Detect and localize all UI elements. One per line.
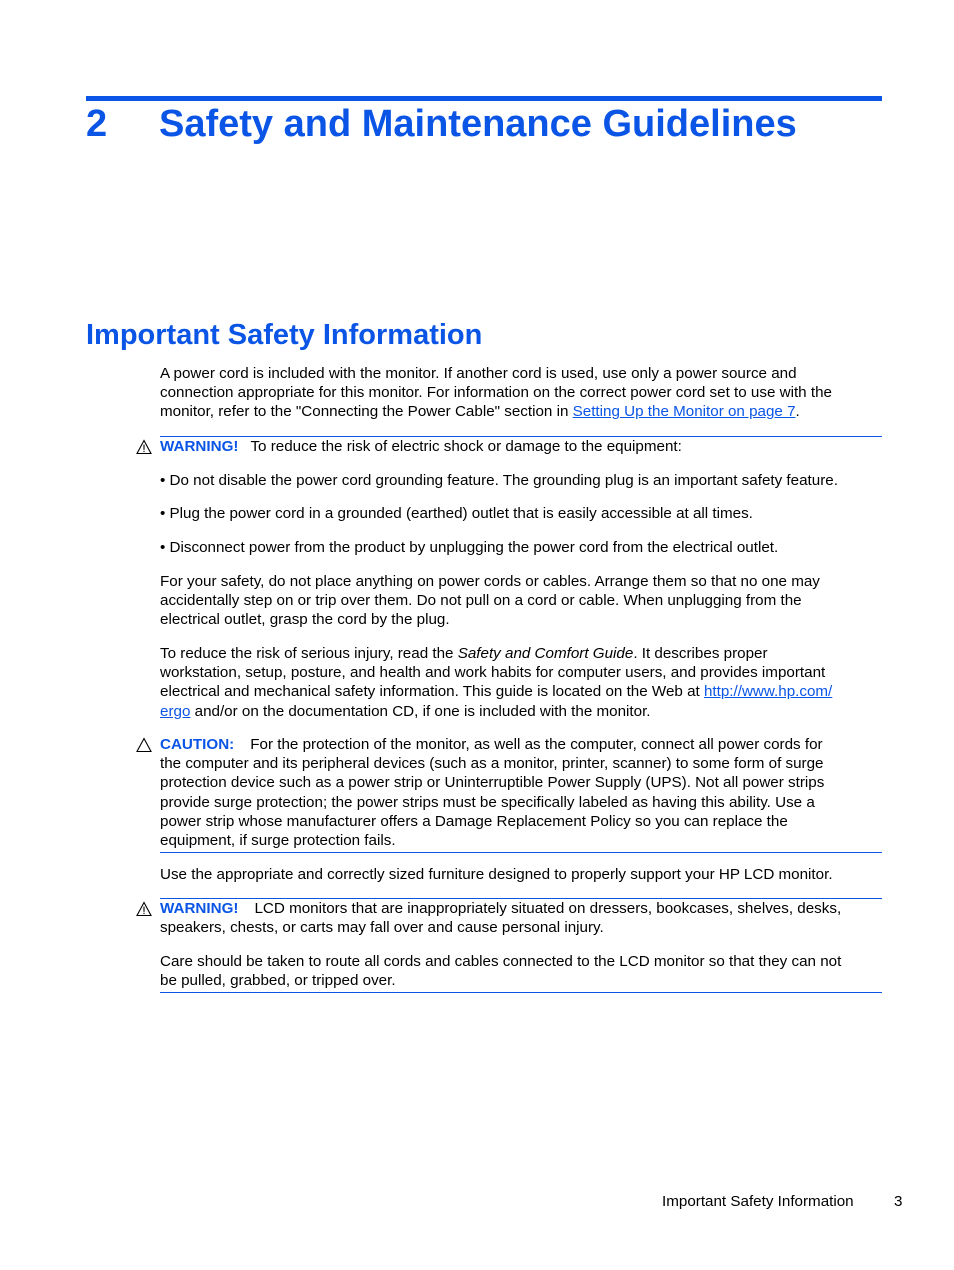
warning-text: To reduce the risk of electric shock or damage to the equipment: <box>250 438 682 455</box>
warning-line <box>160 437 882 456</box>
footer-page-number: 3 <box>894 1193 903 1210</box>
bullet-text: • Disconnect power from the product by unplugging the power cord from the electrical outlet. <box>160 539 779 556</box>
paragraph-text: To reduce the risk of serious injury, read the <box>160 645 458 662</box>
paragraph-line: Care should be taken to route all cords and cables connected to the LCD monitor so that they can not <box>160 953 842 970</box>
warning-text: LCD monitors that are inappropriately situated on dressers, bookcases, shelves, desks, <box>254 900 842 917</box>
paragraph-line <box>160 682 882 701</box>
chapter-title: Safety and Maintenance Guidelines <box>159 103 797 145</box>
caution-line: protection device such as a power strip or Uninterruptible Power Supply (UPS). Not all power strips <box>160 774 825 792</box>
warning-line: speakers, chests, or carts may fall over and cause personal injury. <box>160 919 604 937</box>
warning-icon <box>136 439 152 455</box>
intro-text: monitor, refer to the "Connecting the Power Cable" section in <box>160 403 573 421</box>
guide-title: Safety and Comfort Guide <box>457 645 634 662</box>
bullet-text: • Do not disable the power cord grounding feature. The grounding plug is an important safety feature. <box>160 472 838 489</box>
setting-up-monitor-link[interactable]: Setting Up the Monitor on page 7 <box>572 403 796 421</box>
caution-line: provide surge protection; the power strips must be specifically labeled as having this ability. Use a <box>160 793 815 811</box>
caution-line: equipment, if surge protection fails. <box>160 832 396 850</box>
paragraph-line: workstation, setup, posture, and health and work habits for computer users, and provides important <box>160 664 826 682</box>
bullet-item <box>160 538 882 557</box>
caution-icon <box>136 737 152 753</box>
paragraph-text: and/or on the documentation CD, if one is included with the monitor. <box>190 702 651 720</box>
paragraph-line: accidentally step on or trip over them. Do not pull on a cord or cable. When unplugging from the <box>160 592 802 610</box>
section-title: Important Safety Information <box>86 319 483 351</box>
care-paragraph <box>160 952 882 990</box>
intro-line <box>160 402 882 421</box>
paragraph-line: electrical outlet, grasp the cord by the plug. <box>160 611 450 629</box>
caution-line: the computer and its peripheral devices (such as a monitor, printer, scanner) to some form of surge <box>160 755 824 773</box>
hp-ergo-link-continued[interactable]: ergo <box>160 702 191 720</box>
caution-text: For the protection of the monitor, as well as the computer, connect all power cords for <box>250 736 823 753</box>
warning-icon <box>136 901 152 917</box>
paragraph-line: be pulled, grabbed, or tripped over. <box>160 972 396 990</box>
warning2-bottom-rule <box>160 992 882 993</box>
chapter-number: 2 <box>86 103 108 145</box>
chapter-heading <box>86 102 797 146</box>
warning-label: WARNING! <box>160 900 239 917</box>
paragraph-line: For your safety, do not place anything on power cords or cables. Arrange them so that no one may <box>160 573 820 590</box>
intro-line: connection appropriate for this monitor. For information on the correct power cord set to use with the <box>160 384 832 402</box>
caution-bottom-rule <box>160 852 882 853</box>
chapter-rule <box>86 96 882 101</box>
paragraph-line: Use the appropriate and correctly sized furniture designed to properly support your HP LCD monitor. <box>160 866 833 883</box>
warning-line <box>160 899 882 918</box>
paragraph-text: . It describes proper <box>633 645 768 662</box>
bullet-item <box>160 471 882 490</box>
intro-paragraph <box>160 364 882 422</box>
safety-paragraph <box>160 572 882 630</box>
intro-line: A power cord is included with the monitor. If another cord is used, use only a power source and <box>160 365 797 382</box>
caution-line <box>160 735 882 754</box>
caution-notice <box>160 735 882 850</box>
paragraph-text: electrical and mechanical safety information. This guide is located on the Web at <box>160 683 704 701</box>
footer-section-title: Important Safety Information <box>662 1193 854 1210</box>
bullet-text: • Plug the power cord in a grounded (earthed) outlet that is easily accessible at all times. <box>160 505 753 522</box>
warning-label: WARNING! <box>160 438 239 455</box>
paragraph-line <box>160 644 882 663</box>
hp-ergo-link[interactable]: http://www.hp.com/ <box>703 683 833 701</box>
warning2-notice <box>160 899 882 937</box>
paragraph-line <box>160 702 882 721</box>
bullet-item <box>160 504 882 523</box>
caution-line: power strip whose manufacturer offers a Damage Replacement Policy so you can replace the <box>160 812 788 830</box>
guide-paragraph <box>160 644 882 721</box>
furniture-paragraph <box>160 865 882 884</box>
warning-notice <box>160 437 882 456</box>
caution-label: CAUTION: <box>160 736 235 753</box>
intro-text: . <box>795 403 800 421</box>
